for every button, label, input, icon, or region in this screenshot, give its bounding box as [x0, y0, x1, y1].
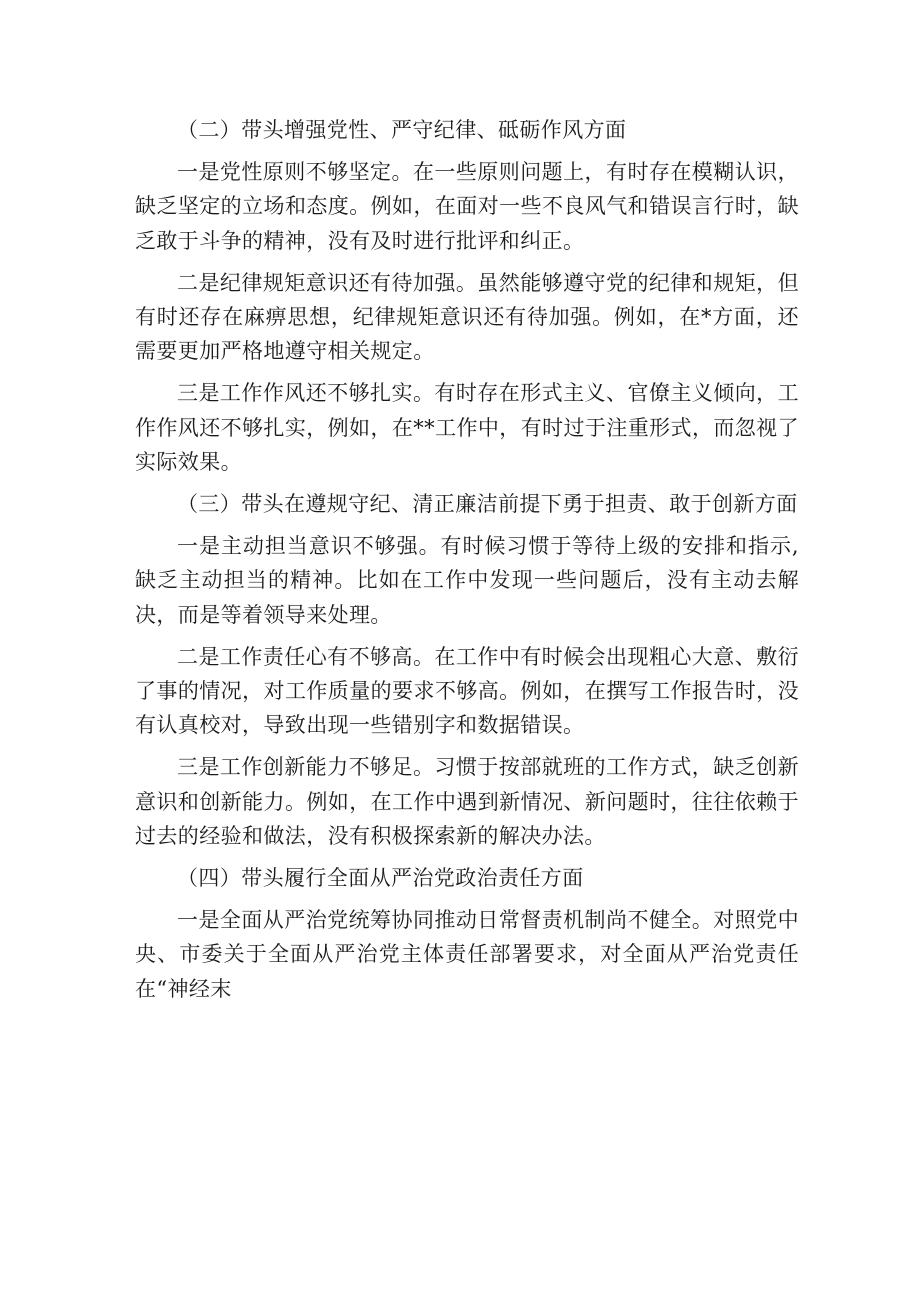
- paragraph: 二是纪律规矩意识还有待加强。虽然能够遵守党的纪律和规矩，但有时还存在麻痹思想，纪律规矩意识还有待加强。例如，在*方面，还需要更加严格地遵守相关规定。: [135, 270, 799, 364]
- paragraph: 一是党性原则不够坚定。在一些原则问题上，有时存在模糊认识，缺乏坚定的立场和态度。例如，在面对一些不良风气和错误言行时，缺乏敢于斗争的精神，没有及时进行批评和纠正。: [135, 160, 799, 253]
- paragraph: 二是工作责任心有不够高。在工作中有时候会出现粗心大意、敷衍了事的情况，对工作质量的要求不够高。例如，在撰写工作报告时，没有认真校对，导致出现一些错别字和数据错误。: [135, 644, 799, 738]
- paragraph: 一是全面从严治党统筹协同推动日常督责机制尚不健全。对照党中央、市委关于全面从严治党主体责任部署要求，对全面从严治党责任在“神经末: [135, 908, 799, 1001]
- section-heading-4: （四）带头履行全面从严治党政治责任方面: [177, 866, 584, 891]
- paragraph: 三是工作创新能力不够足。习惯于按部就班的工作方式，缺乏创新意识和创新能力。例如，在工作中遇到新情况、新问题时，往往依赖于过去的经验和做法，没有积极探索新的解决办法。: [135, 755, 799, 848]
- section-heading-3: （三）带头在遵规守纪、清正廉洁前提下勇于担责、敢于创新方面: [177, 492, 798, 517]
- section-heading-2: （二）带头增强党性、严守纪律、砥砺作风方面: [177, 118, 627, 142]
- paragraph: 三是工作作风还不够扎实。有时存在形式主义、官僚主义倾向，工作作风还不够扎实，例如，在**工作中，有时过于注重形式，而忽视了实际效果。: [135, 381, 799, 474]
- paragraph: 一是主动担当意识不够强。有时候习惯于等待上级的安排和指示,缺乏主动担当的精神。比如在工作中发现一些问题后，没有主动去解决，而是等着领导来处理。: [135, 534, 799, 627]
- document-body: [135, 113, 799, 1014]
